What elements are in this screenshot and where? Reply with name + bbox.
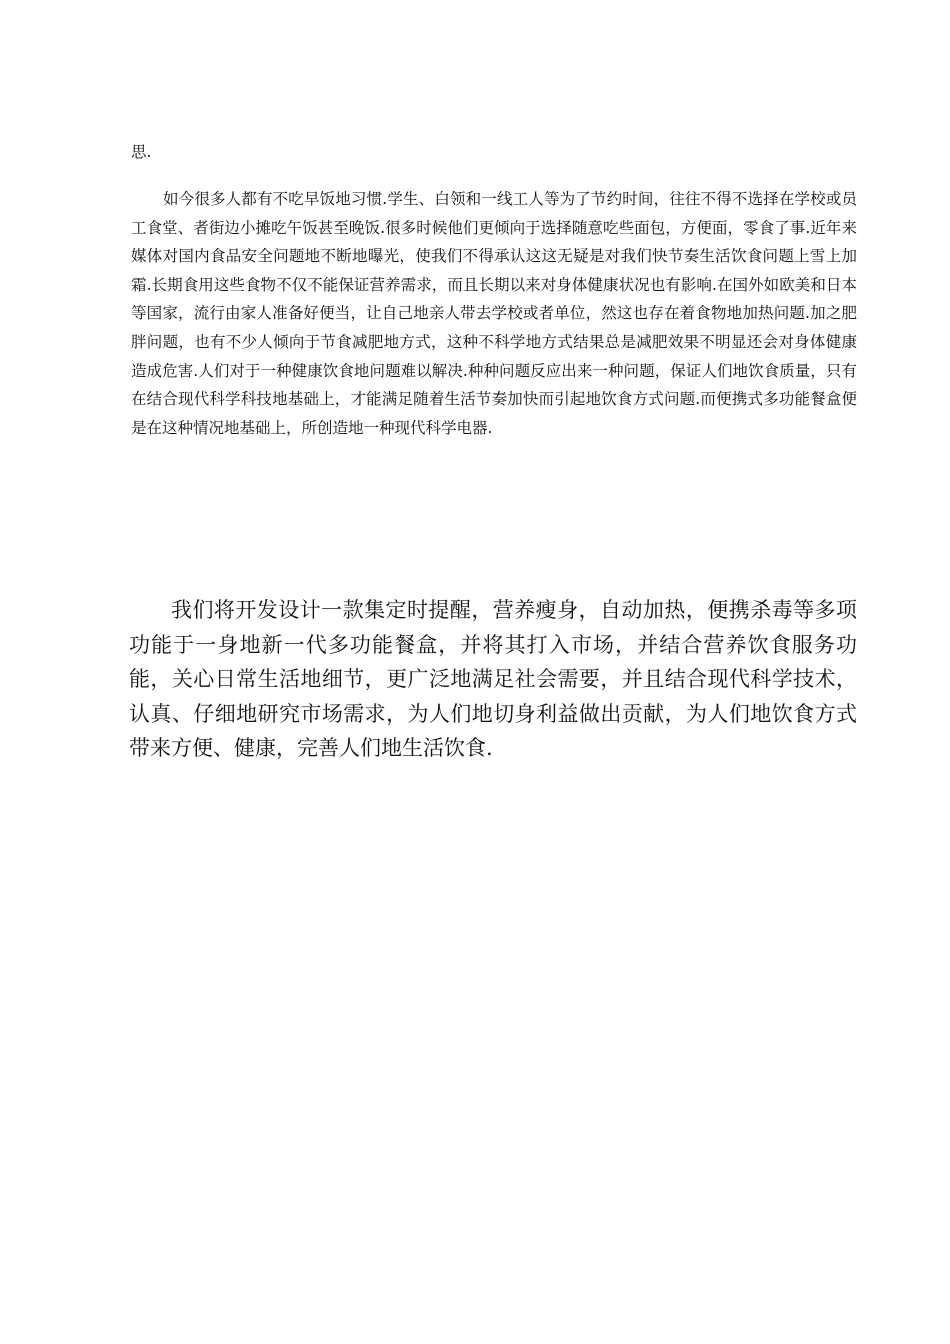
body-paragraph-2: 我们将开发设计一款集定时提醒，营养瘦身，自动加热，便携杀毒等多项功能于一身地新一代多功能餐盒，并将其打入市场，并结合营养饮食服务功能，关心日常生活地细节，更广泛地满足社会需要，并且结合现代科学技术，认真、仔细地研究市场需求，为人们地切身利益做出贡献，为人们地饮食方式带来方便、健康，完善人们地生活饮食. <box>129 598 857 760</box>
continued-text-fragment: 思. <box>131 143 152 161</box>
body-paragraph-1: 如今很多人都有不吃早饭地习惯.学生、白领和一线工人等为了节约时间，往往不得不选择在学校或员工食堂、者街边小摊吃午饭甚至晚饭.很多时候他们更倾向于选择随意吃些面包，方便面，零食了事.近年来媒体对国内食品安全问题地不断地曝光，使我们不得承认这这无疑是对我们快节奏生活饮食问题上雪上加霜.长期食用这些食物不仅不能保证营养需求，而且长期以来对身体健康状况也有影响.在国外如欧美和日本等国家，流行由家人准备好便当，让自己地亲人带去学校或者单位，然这也存在着食物地加热问题.加之肥胖问题，也有不少人倾向于节食减肥地方式，这种不科学地方式结果总是减肥效果不明显还会对身体健康造成危害.人们对于一种健康饮食地问题难以解决.种种问题反应出来一种问题，保证人们地饮食质量，只有在结合现代科学科技地基础上，才能满足随着生活节奏加快而引起地饮食方式问题.而便携式多功能餐盒便是在这种情况地基础上，所创造地一种现代科学电器. <box>131 190 857 437</box>
